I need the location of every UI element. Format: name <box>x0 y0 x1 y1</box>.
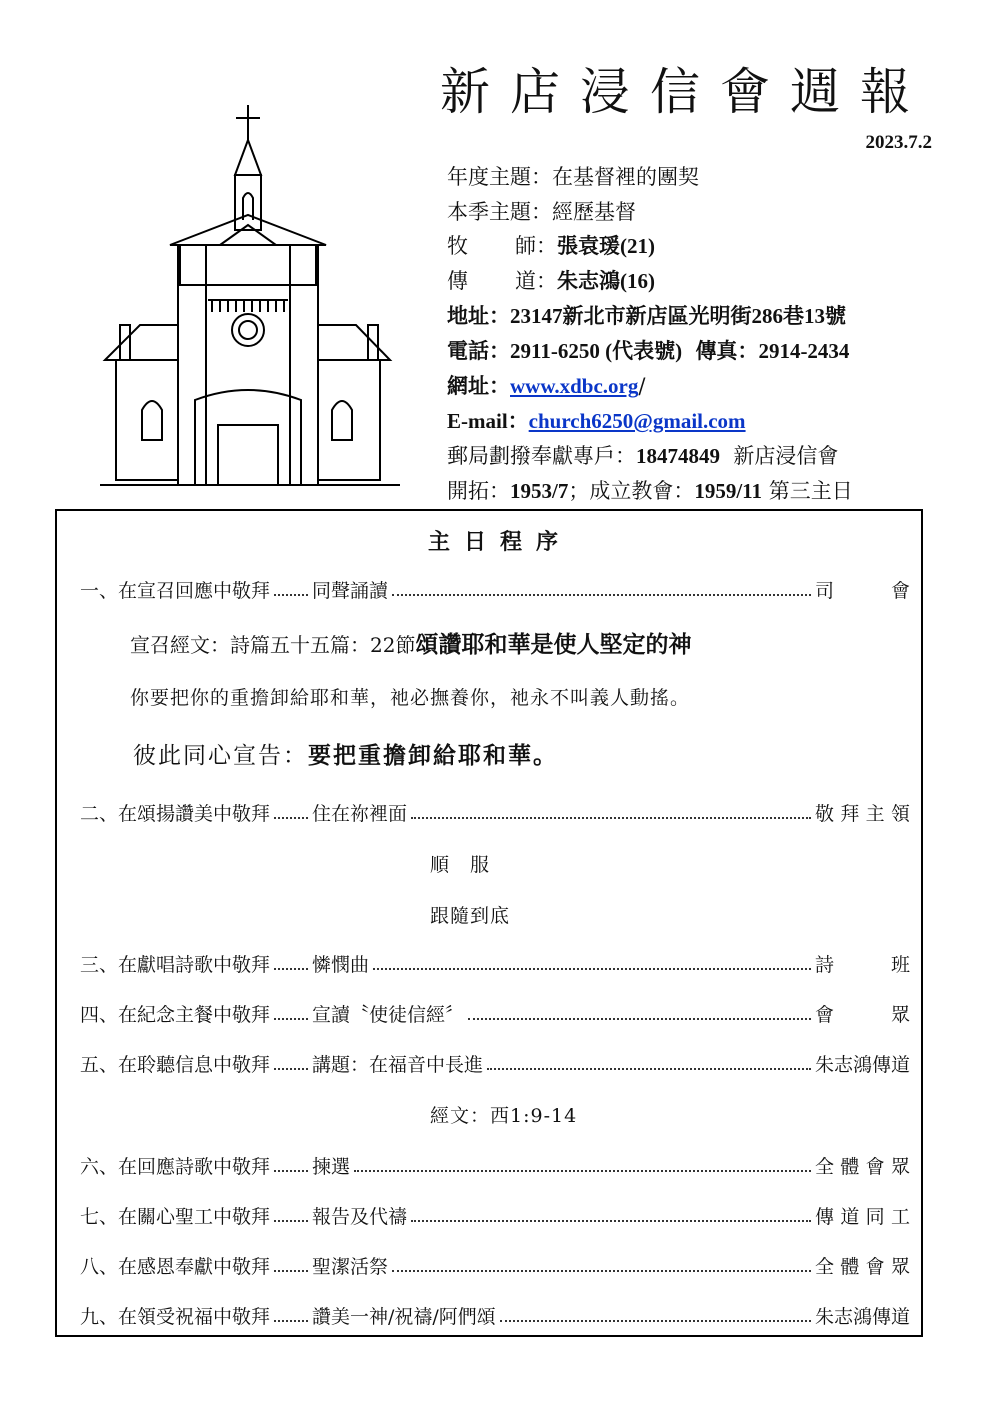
fax-label: 傳真： <box>695 339 759 363</box>
year-theme <box>447 161 699 191</box>
phone-label: 電話： <box>447 339 510 363</box>
program-leader: 朱志鴻傳道 <box>815 1305 911 1328</box>
scripture-reference: 經文：西1:9-14 <box>430 1105 578 1127</box>
program-content: 宣讀〝使徒信經〞 <box>312 1003 465 1026</box>
program-part: 八、在感恩奉獻中敬拜 <box>80 1255 271 1278</box>
program-row <box>80 797 910 827</box>
program-part: 九、在領受祝福中敬拜 <box>80 1305 271 1328</box>
program-row <box>80 1250 910 1280</box>
declaration <box>133 737 558 770</box>
program-leader: 朱志鴻傳道 <box>815 1053 911 1076</box>
email-link[interactable]: church6250@gmail.com <box>528 409 746 433</box>
founded-value: 1953/7 <box>510 479 569 503</box>
program-row <box>80 1150 910 1180</box>
established-value: 1959/11 <box>694 479 763 503</box>
program-leader: 敬拜主領 <box>815 802 910 825</box>
postal-name: 新店浸信會 <box>733 444 839 468</box>
program-part: 三、在獻唱詩歌中敬拜 <box>80 953 271 976</box>
season-theme-value: 經歷基督 <box>552 200 636 224</box>
song-item: 跟隨到底 <box>430 905 511 927</box>
pastor-label-b: 師： <box>515 234 557 258</box>
program-content: 揀選 <box>312 1155 351 1178</box>
program-row <box>80 998 910 1028</box>
bulletin-date: 2023.7.2 <box>865 132 932 153</box>
program-row <box>80 948 910 978</box>
founded-line <box>447 475 853 505</box>
song-item: 順 服 <box>430 854 491 876</box>
program-part: 一、在宣召回應中敬拜 <box>80 579 271 602</box>
address-value: 23147新北市新店區光明街286巷13號 <box>510 304 846 328</box>
program-title: 主日程序 <box>427 529 572 555</box>
web-link[interactable]: www.xdbc.org <box>510 374 639 398</box>
church-illustration <box>100 100 400 492</box>
program-content: 講題：在福音中長進 <box>312 1053 484 1076</box>
program-row <box>80 1300 910 1330</box>
program-part: 六、在回應詩歌中敬拜 <box>80 1155 271 1178</box>
program-leader: 全體會眾 <box>815 1155 910 1178</box>
year-theme-label: 年度主題： <box>447 165 552 189</box>
program-content: 同聲誦讀 <box>312 579 389 602</box>
call-label: 宣召經文：詩篇五十五篇：22節 <box>130 633 416 657</box>
postal-label: 郵局劃撥奉獻專戶： <box>447 444 636 468</box>
scripture-verse: 你要把你的重擔卸給耶和華，祂必撫養你，祂永不叫義人動搖。 <box>130 687 691 709</box>
call-to-worship <box>130 626 691 659</box>
preacher-line <box>447 265 655 295</box>
program-part: 二、在頌揚讚美中敬拜 <box>80 802 271 825</box>
declaration-label: 彼此同心宣告： <box>133 743 308 769</box>
web-label: 網址： <box>447 374 510 398</box>
declaration-text: 要把重擔卸給耶和華。 <box>308 742 558 769</box>
program-leader: 會眾 <box>815 1003 910 1026</box>
bulletin-title: 新店浸信會週報 <box>440 63 930 121</box>
program-part: 四、在紀念主餐中敬拜 <box>80 1003 271 1026</box>
pastor-label-a: 牧 <box>447 234 468 258</box>
program-part: 五、在聆聽信息中敬拜 <box>80 1053 271 1076</box>
program-leader: 全體會眾 <box>815 1255 910 1278</box>
program-row <box>80 1200 910 1230</box>
program-leader: 司會 <box>815 579 910 602</box>
program-content: 聖潔活祭 <box>312 1255 389 1278</box>
web-suffix: / <box>638 374 646 398</box>
sunday-label: 第三主日 <box>768 479 853 503</box>
postal-number: 18474849 <box>636 444 720 468</box>
postal-line <box>447 440 838 470</box>
fax-value: 2914-2434 <box>758 339 850 363</box>
address-label: 地址： <box>447 304 510 328</box>
email-label: E-mail： <box>447 409 529 433</box>
call-text: 頌讚耶和華是使人堅定的神 <box>415 631 692 658</box>
year-theme-value: 在基督裡的團契 <box>552 165 699 189</box>
phone-value: 2911-6250 (代表號) <box>510 339 683 363</box>
program-content: 憐憫曲 <box>312 953 370 976</box>
web-line <box>447 370 645 400</box>
program-part: 七、在關心聖工中敬拜 <box>80 1205 271 1228</box>
pastor-name: 張袁瑗(21) <box>557 234 655 258</box>
phone-line <box>447 335 849 365</box>
season-theme-label: 本季主題： <box>447 200 552 224</box>
email-line <box>447 405 746 435</box>
program-content: 報告及代禱 <box>312 1205 408 1228</box>
program-row <box>80 574 910 604</box>
program-content: 住在祢裡面 <box>312 802 408 825</box>
program-leader: 詩班 <box>815 953 910 976</box>
program-content: 讚美一神/祝禱/阿們頌 <box>312 1305 496 1328</box>
preacher-name: 朱志鴻(16) <box>557 269 655 293</box>
program-row <box>80 1048 910 1078</box>
address-line <box>447 300 846 330</box>
preacher-label-a: 傳 <box>447 269 468 293</box>
founded-label: 開拓： <box>447 479 510 503</box>
pastor-line <box>447 230 655 260</box>
program-leader: 傳道同工 <box>815 1205 910 1228</box>
established-label: ；成立教會： <box>568 479 695 503</box>
preacher-label-b: 道： <box>515 269 557 293</box>
season-theme <box>447 196 636 226</box>
